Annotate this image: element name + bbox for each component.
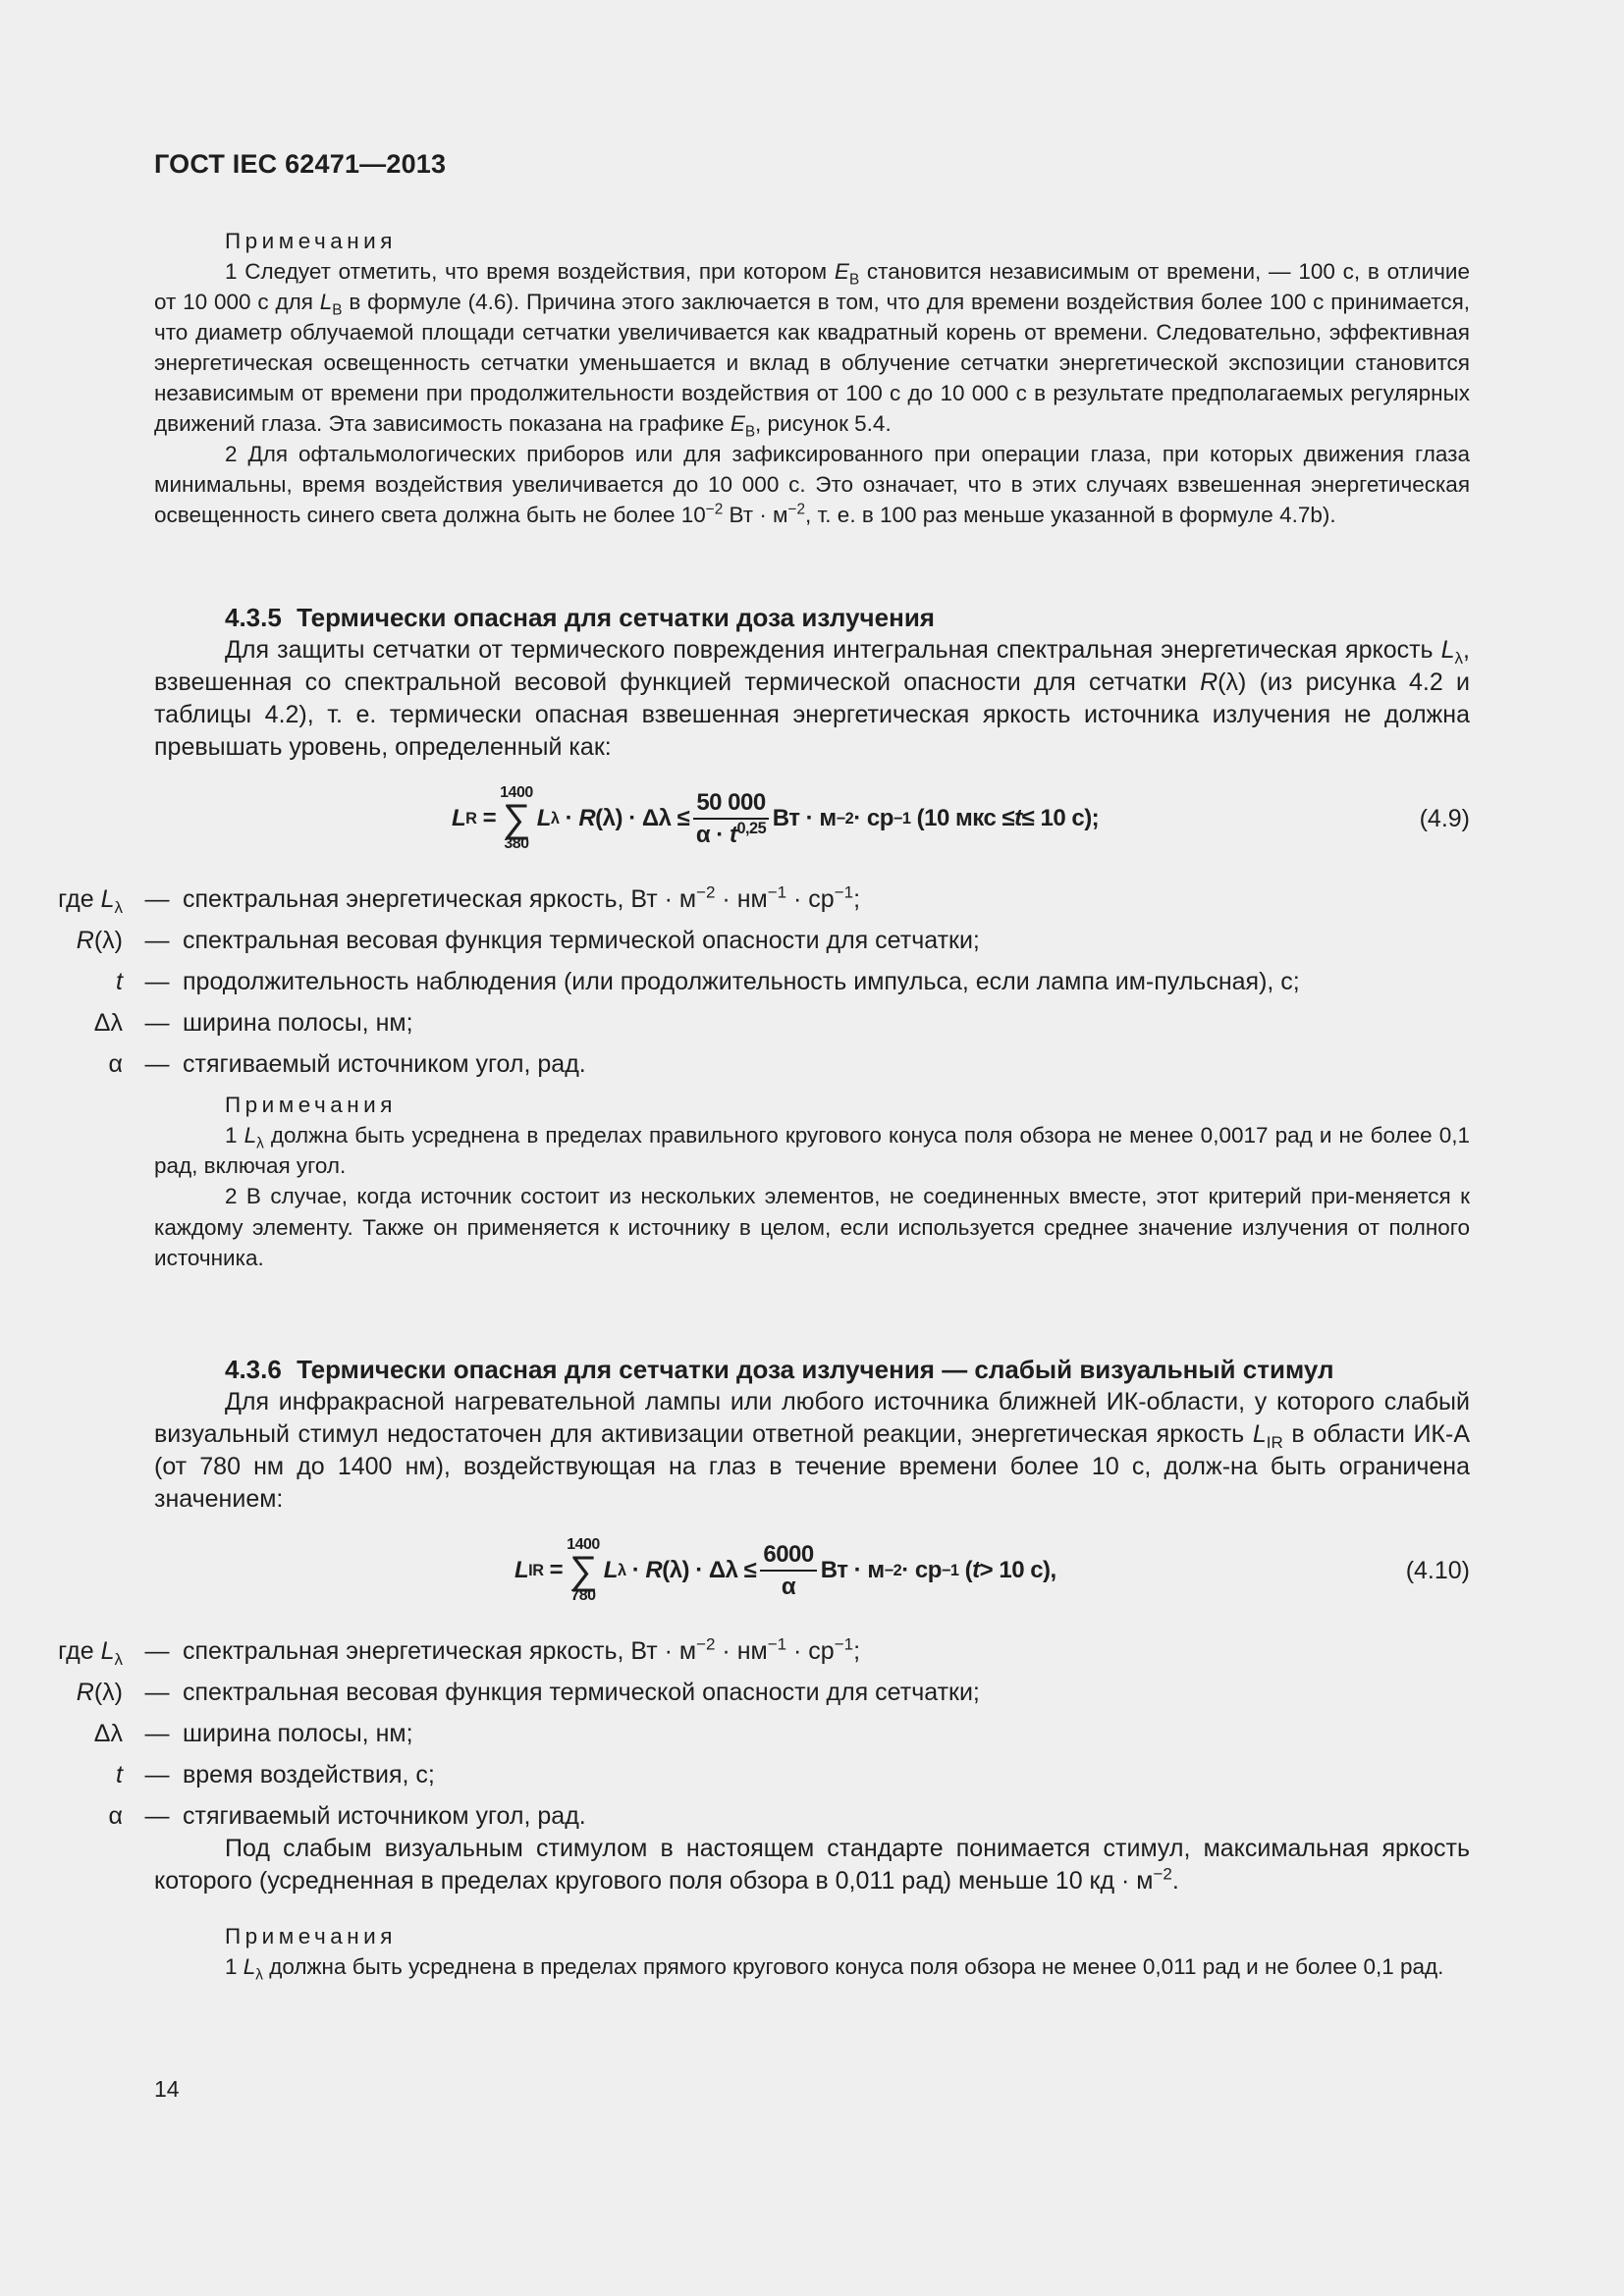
- definition-item: α — стягиваемый источником угол, рад.: [108, 1050, 586, 1079]
- definition-item: R(λ) — спектральная весовая функция термической опасности для сетчатки;: [76, 927, 980, 955]
- note-item-2: 2 В случае, когда источник состоит из нескольких элементов, не соединенных вместе, этот критерий при-меняется к каждому элементу. Также он применяется к источнику в целом, если используется среднее значение излучения от полного источника.: [154, 1184, 1470, 1270]
- formula-fraction: $\frac{6000}{\alpha}$: [760, 1541, 816, 1601]
- definition-item: где $L_\lambda$ — спектральная энергетическая яркость, Вт · $м^{-2} \cdot нм^{-1} \cdot ср^{-1}$;: [58, 882, 861, 918]
- notes-heading: Примечания: [225, 229, 397, 253]
- formula-4-10: [154, 1525, 1470, 1616]
- formula-expression: L IR = 1400 ∑ 780 L λ · R (λ) · Δλ ≤ $\frac{6000}{\alpha}$ Вт · м −2 · ср −1 ( t > 10 с),: [514, 1536, 1056, 1605]
- notes-block-1: [154, 226, 1470, 530]
- definitions-list: [27, 1635, 1470, 1833]
- section-heading: 4.3.6 Термически опасная для сетчатки доза излучения — слабый визуальный стимул: [225, 1355, 1334, 1384]
- section-4-3-5: [58, 601, 1471, 1273]
- definition-item: α — стягиваемый источником угол, рад.: [108, 1802, 586, 1831]
- note-item-1: 1 $L_\lambda$ должна быть усреднена в пределах правильного кругового конуса поля обзора не менее 0,0017 рад и не более 0,1 рад, включая угол.: [154, 1123, 1471, 1179]
- note-item-1: 1 $L_\lambda$ должна быть усреднена в пределах прямого кругового конуса поля обзора не менее 0,011 рад и не более 0,1 рад.: [225, 1954, 1444, 1984]
- definition-item: R(λ) — спектральная весовая функция термической опасности для сетчатки;: [76, 1679, 980, 1707]
- definition-item: Δλ — ширина полосы, нм;: [93, 1720, 413, 1748]
- equation-number: (4.10): [1405, 1557, 1470, 1585]
- formula-4-9: [154, 774, 1470, 864]
- definition-item: t — время воздействия, с;: [116, 1761, 435, 1789]
- document-code: ГОСТ IEC 62471—2013: [154, 149, 447, 179]
- notes-block-3: [154, 1921, 1470, 1982]
- definition-item: t — продолжительность наблюдения (или продолжительность импульса, если лампа им-пульсная), с;: [116, 968, 1300, 996]
- note-item-1: 1 Следует отметить, что время воздействия, при котором $E_B$ становится независимым от времени, — 100 с, в отличие от 10 000 с для $L_B$ в формуле (4.6). Причина этого заключается в том, что для времени воздействия более 100 с принимается, что диаметр облучаемой площади сетчатки увеличивается как квадратный корень от времени. Следовательно, эффективная энергетическая освещенность сетчатки уменьшается и вклад в облучение сетчатки энергетической экспозиции становится независимым от времени при продолжительности воздействия от 100 с до 10 000 с в результате предполагаемых регулярных движений глаза. Эта зависимость показана на графике $E_B$, рисунок 5.4.: [154, 259, 1470, 441]
- notes-heading: Примечания: [225, 1924, 397, 1949]
- notes-heading: Примечания: [225, 1093, 397, 1118]
- section-paragraph-2: Под слабым визуальным стимулом в настоящем стандарте понимается стимул, максимальная яркость которого (усредненная в пределах кругового поля обзора в 0,011 рад) меньше 10 кд · $м^{-2}$.: [154, 1835, 1470, 1896]
- summation-symbol: 1400 ∑ 380: [500, 784, 533, 853]
- formula-expression: L R = 1400 ∑ 380 L λ · R (λ) · Δλ ≤ $\frac{50 000}{\alpha \cdot t^{0,25}}$ Вт · м −2 · ср −1 (10 мкс ≤ t ≤ 10 с);: [452, 784, 1100, 853]
- section-paragraph: Для защиты сетчатки от термического повреждения интегральная спектральная энергетическая яркость $L_\lambda$, взвешенная со спектральной весовой функцией термической опасности для сетчатки R(λ) (из рисунка 4.2 и таблицы 4.2), т. е. термически опасная взвешенная энергетическая яркость источника излучения не должна превышать уровень, определенный как:: [154, 636, 1470, 762]
- section-4-3-6: [58, 1353, 1471, 1984]
- definitions-list: [27, 883, 1470, 1081]
- notes-block-2: [154, 1090, 1470, 1272]
- section-heading: 4.3.5 Термически опасная для сетчатки доза излучения: [225, 603, 935, 632]
- equation-number: (4.9): [1419, 805, 1470, 833]
- page-number: 14: [154, 2076, 180, 2102]
- note-item-2: 2 Для офтальмологических приборов или для зафиксированного при операции глаза, при которых движения глаза минимальны, время воздействия увеличивается до 10 000 с. Это означает, что в этих случаях взвешенная энергетическая освещенность синего света должна быть не более $10^{-2}$ Вт · $м^{-2}$, т. е. в 100 раз меньше указанной в формуле 4.7b).: [154, 442, 1470, 528]
- summation-symbol: 1400 ∑ 780: [567, 1536, 600, 1605]
- section-paragraph: Для инфракрасной нагревательной лампы или любого источника ближней ИК-области, у которого слабый визуальный стимул недостаточен для активизации ответной реакции, энергетическая яркость $L_{IR}$ в области ИК-А (от 780 нм до 1400 нм), воздействующая на глаз в течение времени более 10 с, долж-на быть ограничена значением:: [154, 1388, 1471, 1514]
- definition-item: где $L_\lambda$ — спектральная энергетическая яркость, Вт · $м^{-2} \cdot нм^{-1} \cdot ср^{-1}$;: [58, 1634, 861, 1670]
- formula-fraction: $\frac{50 000}{\alpha \cdot t^{0,25}}$: [693, 789, 768, 849]
- definition-item: Δλ — ширина полосы, нм;: [93, 1009, 413, 1038]
